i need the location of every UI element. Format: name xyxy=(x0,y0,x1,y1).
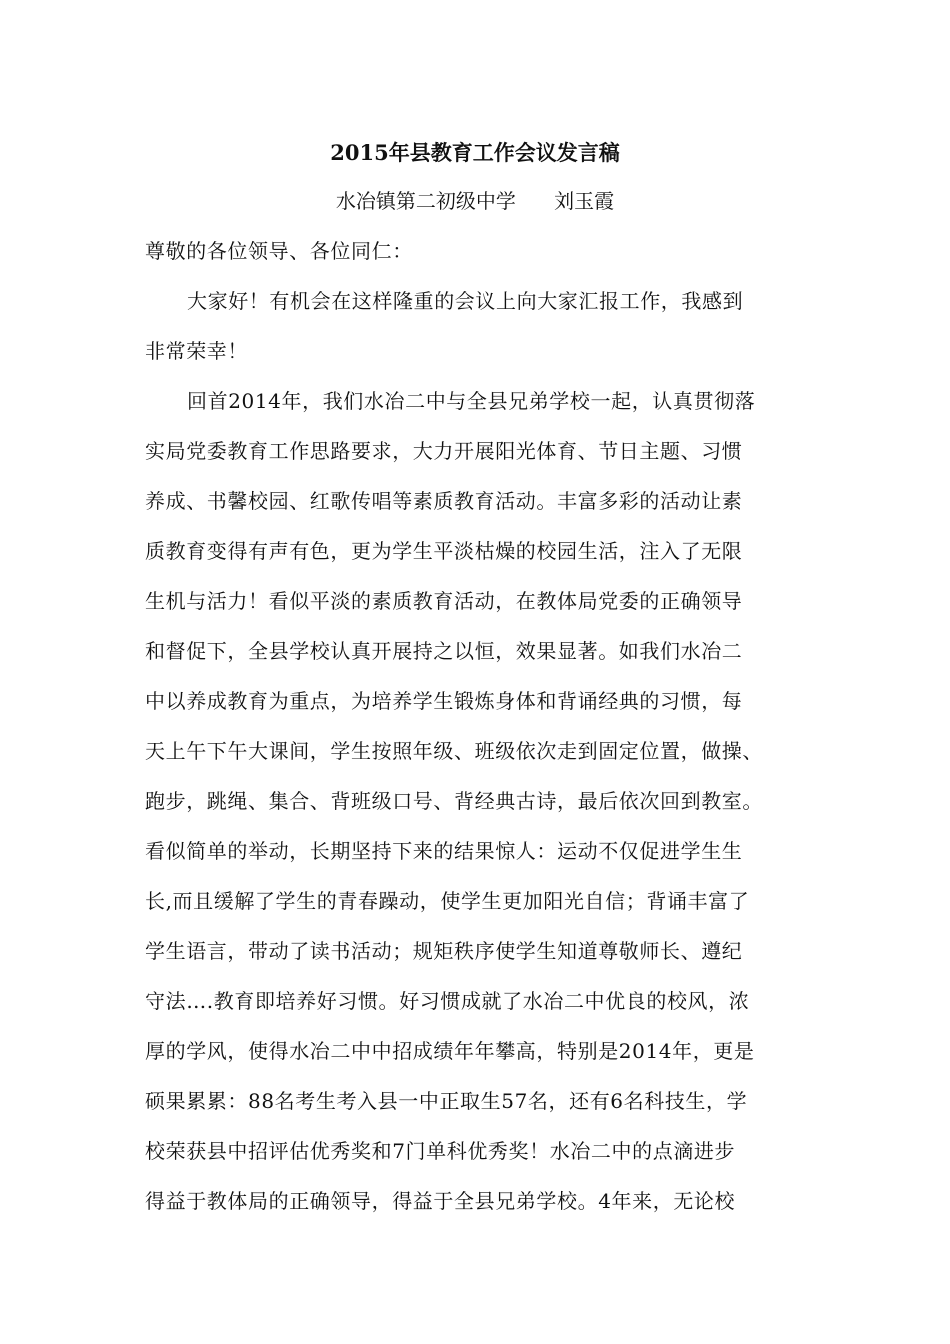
document-title: 2015年县教育工作会议发言稿 xyxy=(330,140,620,165)
body-line: 跑步，跳绳、集合、背班级口号、背经典古诗，最后依次回到教室。 xyxy=(145,789,763,813)
body-line: 硕果累累：88名考生考入县一中正取生57名，还有6名科技生，学 xyxy=(145,1089,748,1113)
body-line: 养成、书馨校园、红歌传唱等素质教育活动。丰富多彩的活动让素 xyxy=(145,489,743,513)
body-line: 守法….教育即培养好习惯。好习惯成就了水冶二中优良的校风，浓 xyxy=(145,989,750,1013)
body-line: 非常荣幸！ xyxy=(145,339,248,363)
body-line: 校荣获县中招评估优秀奖和7门单科优秀奖！水冶二中的点滴进步 xyxy=(145,1139,736,1163)
body-line: 和督促下，全县学校认真开展持之以恒，效果显著。如我们水冶二 xyxy=(145,639,743,663)
body-line: 天上午下午大课间，学生按照年级、班级依次走到固定位置，做操、 xyxy=(145,739,763,763)
body-line: 生机与活力！看似平淡的素质教育活动，在教体局党委的正确领导 xyxy=(145,589,743,613)
body-line: 得益于教体局的正确领导，得益于全县兄弟学校。4年来，无论校 xyxy=(145,1189,736,1213)
body-line: 中以养成教育为重点，为培养学生锻炼身体和背诵经典的习惯，每 xyxy=(145,689,743,713)
body-line: 学生语言，带动了读书活动；规矩秩序使学生知道尊敬师长、遵纪 xyxy=(145,939,743,963)
body-line: 看似简单的举动，长期坚持下来的结果惊人：运动不仅促进学生生 xyxy=(145,839,743,863)
document-author: 水冶镇第二初级中学 刘玉霞 xyxy=(335,189,615,213)
body-line: 厚的学风，使得水冶二中中招成绩年年攀高，特别是2014年，更是 xyxy=(145,1039,755,1063)
body-line: 大家好！有机会在这样隆重的会议上向大家汇报工作，我感到 xyxy=(187,289,744,313)
salutation: 尊敬的各位领导、各位同仁： xyxy=(145,239,413,263)
body-line: 实局党委教育工作思路要求，大力开展阳光体育、节日主题、习惯 xyxy=(145,439,743,463)
body-line: 质教育变得有声有色，更为学生平淡枯燥的校园生活，注入了无限 xyxy=(145,539,743,563)
body-line: 长,而且缓解了学生的青春躁动，使学生更加阳光自信；背诵丰富了 xyxy=(145,889,750,913)
body-line: 回首2014年，我们水冶二中与全县兄弟学校一起，认真贯彻落 xyxy=(187,389,756,413)
